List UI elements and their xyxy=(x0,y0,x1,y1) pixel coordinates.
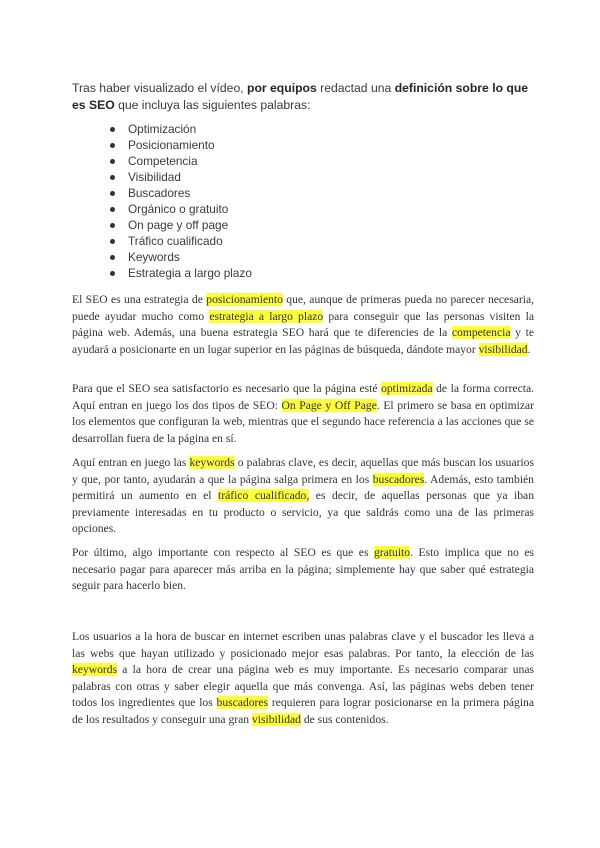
definition-paragraph-1 xyxy=(72,292,534,358)
instructions-paragraph xyxy=(72,80,532,114)
body-text: El SEO es una estrategia de xyxy=(72,293,207,306)
body-text: . Además, esto también permitirá un aumento en el xyxy=(72,472,534,502)
body-text: requieren para lograr posicionarse en la primera página de los resultados y conseguir una gran xyxy=(72,696,535,726)
definition-paragraph-3 xyxy=(72,455,534,538)
list-item: Optimización xyxy=(104,121,252,137)
body-text: . Esto implica que no es necesario pagar para aparecer más arriba en la página; simplemente hay que saber qué estrategia seguir para hacerlo bien. xyxy=(72,546,534,592)
highlighted-term: visibilidad xyxy=(478,342,528,356)
definition-paragraph-4 xyxy=(72,545,534,595)
body-text: Aquí entran en juego las xyxy=(72,456,190,469)
intro-text: Tras haber visualizado el vídeo, xyxy=(72,81,248,95)
intro-text: que incluya las siguientes palabras: xyxy=(114,98,311,112)
body-text: para conseguir que las personas visiten la página web. Además, una buena estrategia SEO hará que te diferencies de la xyxy=(72,309,534,339)
definition-paragraph-5 xyxy=(72,629,534,728)
body-text: de sus contenidos. xyxy=(300,712,389,726)
highlighted-term: estrategia a largo plazo xyxy=(209,309,324,323)
highlighted-term: buscadores xyxy=(216,696,269,709)
highlighted-term: keywords xyxy=(72,663,118,676)
body-text: a la hora de crear una página web es muy importante. Es necesario comparar unas palabras con otras y saber elegir aquella que más convenga. Así, las páginas webs deben tener todos los ingredientes que los xyxy=(72,663,534,709)
body-text: o palabras clave, es decir, aquellas que más buscan los usuarios y que, por tanto, ayudarán a que la página salga primera en los xyxy=(72,456,534,486)
intro-text: redactad una xyxy=(316,81,395,95)
body-text: que, aunque de primeras pueda no parecer necesaria, puede ayudar mucho como xyxy=(72,293,534,323)
highlighted-term: posicionamiento xyxy=(206,293,283,306)
highlighted-term: competencia xyxy=(451,326,511,339)
intro-bold-text: por equipos xyxy=(247,81,317,95)
list-item: On page y off page xyxy=(104,217,252,233)
list-item: Estrategia a largo plazo xyxy=(104,265,252,281)
list-item: Orgánico o gratuito xyxy=(104,201,252,217)
highlighted-term: buscadores xyxy=(372,472,425,486)
body-text: . xyxy=(527,342,531,356)
highlighted-term: keywords xyxy=(189,456,235,469)
list-item: Posicionamiento xyxy=(104,137,252,153)
list-item: Buscadores xyxy=(104,185,252,201)
body-text: Por último, algo importante con respecto al SEO es que es xyxy=(72,546,374,559)
body-text: de la forma correcta. Aquí entran en juego los dos tipos de SEO: xyxy=(72,382,534,412)
highlighted-term: visibilidad xyxy=(251,712,301,726)
body-text: Los usuarios a la hora de buscar en internet escriben unas palabras clave y el buscador les lleva a las webs que hayan utilizado y posicionado mejor esas palabras. Por tanto, la elección de las xyxy=(72,630,534,660)
body-text: es decir, de aquellas personas que ya iban previamente interesadas en tu producto o servicio, ya que saldrás como una de las primeras opciones. xyxy=(72,489,534,535)
definition-paragraph-2 xyxy=(72,381,534,447)
intro-bold-text: definición sobre lo que es SEO xyxy=(72,81,529,112)
list-item: Competencia xyxy=(104,153,252,169)
body-text: y te ayudará a posicionarte en un lugar superior en las páginas de búsqueda, dándote mayor xyxy=(72,326,534,356)
highlighted-term: On Page y Off Page xyxy=(281,398,377,412)
list-item: Visibilidad xyxy=(104,169,252,185)
highlighted-term: tráfico cualificado, xyxy=(218,489,310,502)
body-text: . El primero se basa en optimizar los elementos que configuran la web, mientras que el segundo hace referencia a las acciones que se desarrollan fuera de la página en sí. xyxy=(72,398,534,445)
highlighted-term: optimizada xyxy=(381,382,433,395)
body-text: Para que el SEO sea satisfactorio es necesario que la página esté xyxy=(72,382,382,395)
highlighted-term: gratuito xyxy=(374,546,411,559)
list-item: Tráfico cualificado xyxy=(104,233,252,249)
required-words-list xyxy=(104,121,252,281)
list-item: Keywords xyxy=(104,249,252,265)
